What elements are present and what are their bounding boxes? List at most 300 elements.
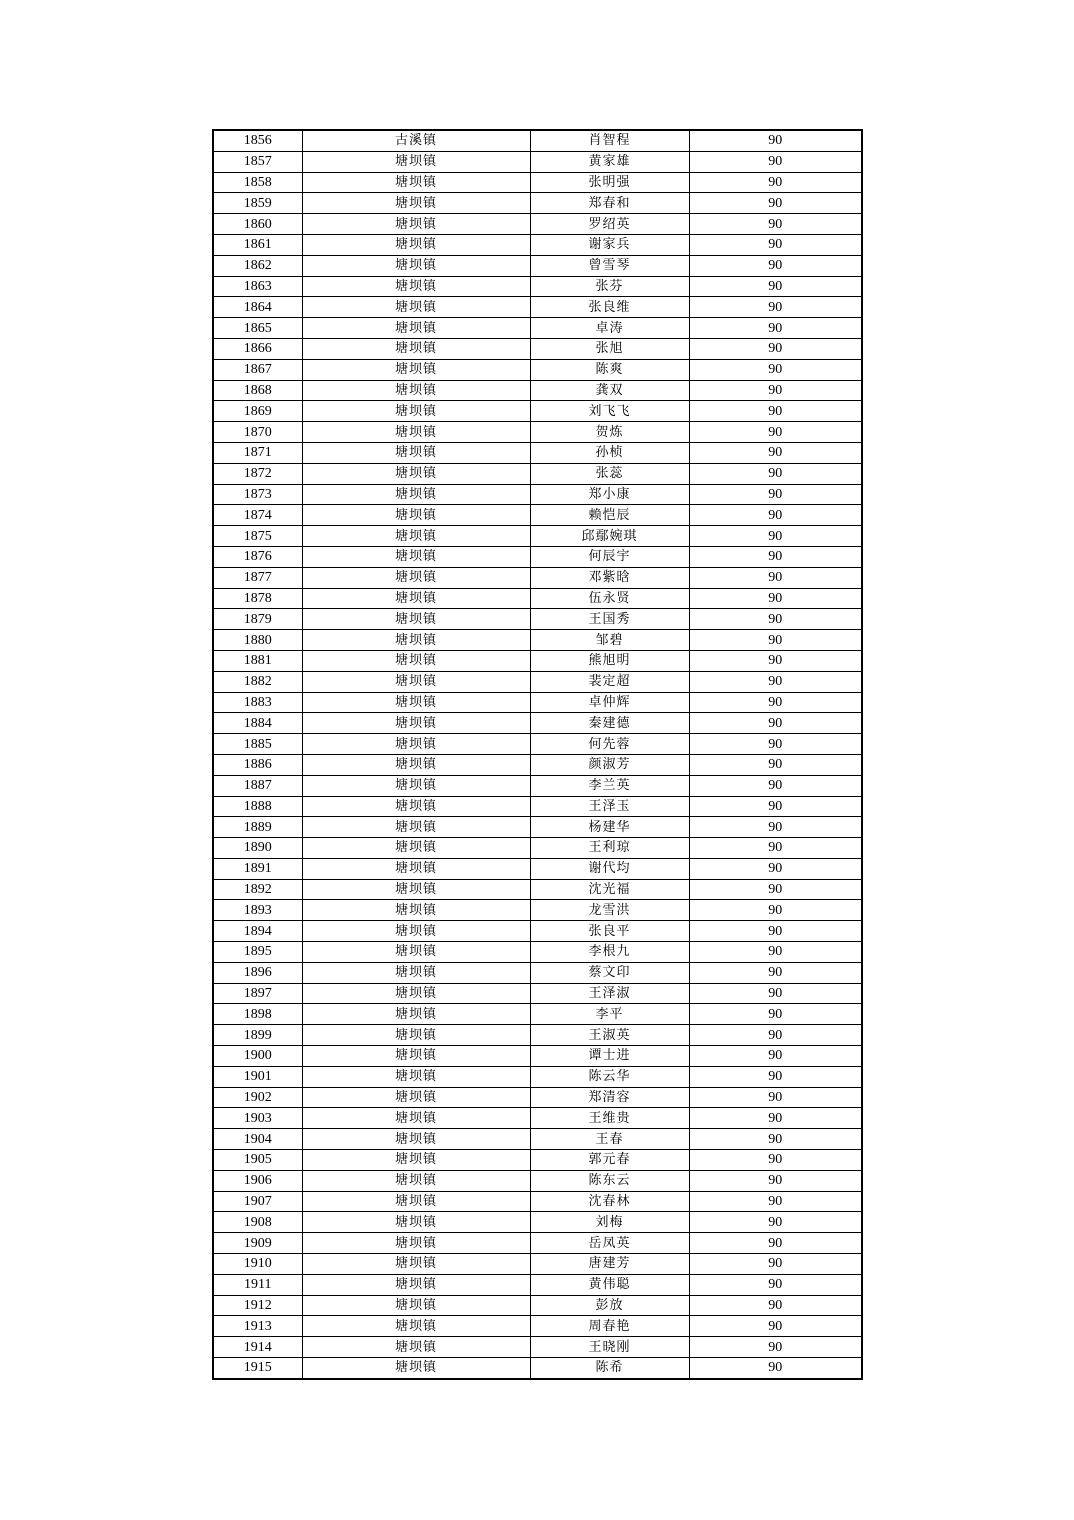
town-cell: 塘坝镇 <box>302 942 530 963</box>
person-name-cell: 陈爽 <box>530 359 689 380</box>
results-table <box>212 129 863 1380</box>
person-name-cell: 伍永贤 <box>530 588 689 609</box>
score-cell: 90 <box>689 567 862 588</box>
person-name-cell: 蔡文印 <box>530 962 689 983</box>
row-number: 1885 <box>213 734 302 755</box>
table-row <box>213 1233 862 1254</box>
score-cell: 90 <box>689 1150 862 1171</box>
person-name-cell: 王泽玉 <box>530 796 689 817</box>
score-cell: 90 <box>689 775 862 796</box>
score-cell: 90 <box>689 1004 862 1025</box>
person-name-cell: 黄伟聪 <box>530 1274 689 1295</box>
score-cell: 90 <box>689 1358 862 1379</box>
town-cell: 塘坝镇 <box>302 505 530 526</box>
town-cell: 塘坝镇 <box>302 962 530 983</box>
town-cell: 塘坝镇 <box>302 1108 530 1129</box>
score-cell: 90 <box>689 942 862 963</box>
person-name-cell: 刘梅 <box>530 1212 689 1233</box>
row-number: 1882 <box>213 671 302 692</box>
person-name-cell: 李兰英 <box>530 775 689 796</box>
person-name-cell: 何辰宇 <box>530 546 689 567</box>
row-number: 1899 <box>213 1025 302 1046</box>
score-cell: 90 <box>689 1274 862 1295</box>
row-number: 1908 <box>213 1212 302 1233</box>
score-cell: 90 <box>689 1295 862 1316</box>
person-name-cell: 王淑英 <box>530 1025 689 1046</box>
table-row <box>213 172 862 193</box>
town-cell: 塘坝镇 <box>302 1274 530 1295</box>
score-cell: 90 <box>689 817 862 838</box>
table-row <box>213 1274 862 1295</box>
score-cell: 90 <box>689 1254 862 1275</box>
table-row <box>213 526 862 547</box>
table-row <box>213 1066 862 1087</box>
table-row <box>213 1254 862 1275</box>
person-name-cell: 刘飞飞 <box>530 401 689 422</box>
table-row <box>213 1191 862 1212</box>
town-cell: 塘坝镇 <box>302 1337 530 1358</box>
person-name-cell: 陈东云 <box>530 1170 689 1191</box>
table-row <box>213 505 862 526</box>
town-cell: 塘坝镇 <box>302 463 530 484</box>
table-row <box>213 775 862 796</box>
score-cell: 90 <box>689 1337 862 1358</box>
person-name-cell: 颜淑芳 <box>530 754 689 775</box>
row-number: 1904 <box>213 1129 302 1150</box>
town-cell: 塘坝镇 <box>302 879 530 900</box>
table-row <box>213 297 862 318</box>
person-name-cell: 邱鄢婉琪 <box>530 526 689 547</box>
person-name-cell: 谭士进 <box>530 1046 689 1067</box>
score-cell: 90 <box>689 214 862 235</box>
table-row <box>213 214 862 235</box>
row-number: 1880 <box>213 630 302 651</box>
town-cell: 塘坝镇 <box>302 1066 530 1087</box>
row-number: 1861 <box>213 234 302 255</box>
row-number: 1869 <box>213 401 302 422</box>
person-name-cell: 陈希 <box>530 1358 689 1379</box>
score-cell: 90 <box>689 713 862 734</box>
row-number: 1915 <box>213 1358 302 1379</box>
person-name-cell: 龚双 <box>530 380 689 401</box>
table-row <box>213 401 862 422</box>
person-name-cell: 罗绍英 <box>530 214 689 235</box>
town-cell: 塘坝镇 <box>302 526 530 547</box>
person-name-cell: 龙雪洪 <box>530 900 689 921</box>
row-number: 1898 <box>213 1004 302 1025</box>
town-cell: 塘坝镇 <box>302 609 530 630</box>
score-cell: 90 <box>689 1066 862 1087</box>
person-name-cell: 曾雪琴 <box>530 255 689 276</box>
town-cell: 塘坝镇 <box>302 796 530 817</box>
town-cell: 塘坝镇 <box>302 1129 530 1150</box>
table-row <box>213 193 862 214</box>
row-number: 1856 <box>213 130 302 151</box>
table-row <box>213 546 862 567</box>
person-name-cell: 王泽淑 <box>530 983 689 1004</box>
person-name-cell: 贺炼 <box>530 422 689 443</box>
score-cell: 90 <box>689 754 862 775</box>
town-cell: 塘坝镇 <box>302 380 530 401</box>
town-cell: 塘坝镇 <box>302 1191 530 1212</box>
score-cell: 90 <box>689 130 862 151</box>
person-name-cell: 陈云华 <box>530 1066 689 1087</box>
score-cell: 90 <box>689 297 862 318</box>
town-cell: 塘坝镇 <box>302 1295 530 1316</box>
score-cell: 90 <box>689 505 862 526</box>
town-cell: 塘坝镇 <box>302 338 530 359</box>
row-number: 1876 <box>213 546 302 567</box>
row-number: 1913 <box>213 1316 302 1337</box>
table-row <box>213 692 862 713</box>
town-cell: 塘坝镇 <box>302 713 530 734</box>
town-cell: 塘坝镇 <box>302 484 530 505</box>
town-cell: 塘坝镇 <box>302 422 530 443</box>
table-body <box>213 130 862 1379</box>
table-row <box>213 1316 862 1337</box>
row-number: 1887 <box>213 775 302 796</box>
row-number: 1897 <box>213 983 302 1004</box>
town-cell: 塘坝镇 <box>302 1046 530 1067</box>
table-row <box>213 567 862 588</box>
table-row <box>213 1150 862 1171</box>
person-name-cell: 王利琼 <box>530 838 689 859</box>
score-cell: 90 <box>689 422 862 443</box>
table-row <box>213 359 862 380</box>
table-row <box>213 318 862 339</box>
table-row <box>213 1046 862 1067</box>
town-cell: 塘坝镇 <box>302 734 530 755</box>
table-row <box>213 983 862 1004</box>
score-cell: 90 <box>689 193 862 214</box>
town-cell: 古溪镇 <box>302 130 530 151</box>
row-number: 1905 <box>213 1150 302 1171</box>
score-cell: 90 <box>689 484 862 505</box>
person-name-cell: 岳凤英 <box>530 1233 689 1254</box>
row-number: 1890 <box>213 838 302 859</box>
row-number: 1870 <box>213 422 302 443</box>
row-number: 1860 <box>213 214 302 235</box>
score-cell: 90 <box>689 442 862 463</box>
town-cell: 塘坝镇 <box>302 588 530 609</box>
person-name-cell: 张明强 <box>530 172 689 193</box>
row-number: 1877 <box>213 567 302 588</box>
person-name-cell: 秦建德 <box>530 713 689 734</box>
score-cell: 90 <box>689 692 862 713</box>
person-name-cell: 周春艳 <box>530 1316 689 1337</box>
table-row <box>213 921 862 942</box>
score-cell: 90 <box>689 1316 862 1337</box>
table-row <box>213 380 862 401</box>
score-cell: 90 <box>689 962 862 983</box>
town-cell: 塘坝镇 <box>302 1004 530 1025</box>
row-number: 1894 <box>213 921 302 942</box>
table-row <box>213 942 862 963</box>
score-cell: 90 <box>689 1212 862 1233</box>
person-name-cell: 杨建华 <box>530 817 689 838</box>
row-number: 1859 <box>213 193 302 214</box>
table-row <box>213 276 862 297</box>
person-name-cell: 张良维 <box>530 297 689 318</box>
row-number: 1901 <box>213 1066 302 1087</box>
town-cell: 塘坝镇 <box>302 214 530 235</box>
table-row <box>213 879 862 900</box>
person-name-cell: 郭元春 <box>530 1150 689 1171</box>
score-cell: 90 <box>689 796 862 817</box>
table-row <box>213 1004 862 1025</box>
row-number: 1871 <box>213 442 302 463</box>
row-number: 1896 <box>213 962 302 983</box>
table-row <box>213 234 862 255</box>
row-number: 1873 <box>213 484 302 505</box>
town-cell: 塘坝镇 <box>302 1025 530 1046</box>
table-row <box>213 858 862 879</box>
row-number: 1866 <box>213 338 302 359</box>
town-cell: 塘坝镇 <box>302 1170 530 1191</box>
score-cell: 90 <box>689 879 862 900</box>
score-cell: 90 <box>689 172 862 193</box>
person-name-cell: 郑春和 <box>530 193 689 214</box>
score-cell: 90 <box>689 983 862 1004</box>
table-row <box>213 609 862 630</box>
score-cell: 90 <box>689 1108 862 1129</box>
person-name-cell: 邹碧 <box>530 630 689 651</box>
row-number: 1868 <box>213 380 302 401</box>
person-name-cell: 张蕊 <box>530 463 689 484</box>
town-cell: 塘坝镇 <box>302 276 530 297</box>
town-cell: 塘坝镇 <box>302 151 530 172</box>
row-number: 1879 <box>213 609 302 630</box>
table-row <box>213 1358 862 1379</box>
score-cell: 90 <box>689 401 862 422</box>
town-cell: 塘坝镇 <box>302 1212 530 1233</box>
person-name-cell: 肖智程 <box>530 130 689 151</box>
town-cell: 塘坝镇 <box>302 1087 530 1108</box>
table-row <box>213 713 862 734</box>
table-row <box>213 1108 862 1129</box>
score-cell: 90 <box>689 1233 862 1254</box>
person-name-cell: 孙桢 <box>530 442 689 463</box>
person-name-cell: 邓紫晗 <box>530 567 689 588</box>
table-row <box>213 900 862 921</box>
score-cell: 90 <box>689 1191 862 1212</box>
person-name-cell: 张旭 <box>530 338 689 359</box>
score-cell: 90 <box>689 921 862 942</box>
town-cell: 塘坝镇 <box>302 630 530 651</box>
score-cell: 90 <box>689 650 862 671</box>
row-number: 1888 <box>213 796 302 817</box>
town-cell: 塘坝镇 <box>302 442 530 463</box>
person-name-cell: 唐建芳 <box>530 1254 689 1275</box>
person-name-cell: 卓仲辉 <box>530 692 689 713</box>
row-number: 1862 <box>213 255 302 276</box>
person-name-cell: 王国秀 <box>530 609 689 630</box>
town-cell: 塘坝镇 <box>302 671 530 692</box>
table-row <box>213 1212 862 1233</box>
row-number: 1892 <box>213 879 302 900</box>
row-number: 1884 <box>213 713 302 734</box>
town-cell: 塘坝镇 <box>302 858 530 879</box>
score-cell: 90 <box>689 338 862 359</box>
town-cell: 塘坝镇 <box>302 817 530 838</box>
town-cell: 塘坝镇 <box>302 1150 530 1171</box>
person-name-cell: 彭放 <box>530 1295 689 1316</box>
row-number: 1906 <box>213 1170 302 1191</box>
table-row <box>213 588 862 609</box>
table-row <box>213 1337 862 1358</box>
person-name-cell: 王晓刚 <box>530 1337 689 1358</box>
score-cell: 90 <box>689 463 862 484</box>
score-cell: 90 <box>689 151 862 172</box>
town-cell: 塘坝镇 <box>302 255 530 276</box>
table-row <box>213 754 862 775</box>
town-cell: 塘坝镇 <box>302 983 530 1004</box>
row-number: 1914 <box>213 1337 302 1358</box>
table-row <box>213 130 862 151</box>
row-number: 1886 <box>213 754 302 775</box>
town-cell: 塘坝镇 <box>302 1316 530 1337</box>
person-name-cell: 李平 <box>530 1004 689 1025</box>
table-row <box>213 838 862 859</box>
person-name-cell: 郑小康 <box>530 484 689 505</box>
town-cell: 塘坝镇 <box>302 838 530 859</box>
score-cell: 90 <box>689 1129 862 1150</box>
town-cell: 塘坝镇 <box>302 1254 530 1275</box>
person-name-cell: 沈春林 <box>530 1191 689 1212</box>
row-number: 1872 <box>213 463 302 484</box>
score-cell: 90 <box>689 526 862 547</box>
person-name-cell: 沈光福 <box>530 879 689 900</box>
table-row <box>213 1129 862 1150</box>
score-cell: 90 <box>689 546 862 567</box>
person-name-cell: 熊旭明 <box>530 650 689 671</box>
score-cell: 90 <box>689 671 862 692</box>
table-row <box>213 671 862 692</box>
row-number: 1864 <box>213 297 302 318</box>
row-number: 1910 <box>213 1254 302 1275</box>
town-cell: 塘坝镇 <box>302 401 530 422</box>
person-name-cell: 郑清容 <box>530 1087 689 1108</box>
score-cell: 90 <box>689 1170 862 1191</box>
row-number: 1867 <box>213 359 302 380</box>
score-cell: 90 <box>689 255 862 276</box>
row-number: 1903 <box>213 1108 302 1129</box>
person-name-cell: 张芬 <box>530 276 689 297</box>
table-row <box>213 630 862 651</box>
table-row <box>213 442 862 463</box>
table-row <box>213 1087 862 1108</box>
town-cell: 塘坝镇 <box>302 1358 530 1379</box>
row-number: 1900 <box>213 1046 302 1067</box>
row-number: 1857 <box>213 151 302 172</box>
score-cell: 90 <box>689 318 862 339</box>
row-number: 1889 <box>213 817 302 838</box>
table-row <box>213 151 862 172</box>
table-row <box>213 255 862 276</box>
table-row <box>213 463 862 484</box>
town-cell: 塘坝镇 <box>302 754 530 775</box>
town-cell: 塘坝镇 <box>302 234 530 255</box>
score-cell: 90 <box>689 1087 862 1108</box>
score-cell: 90 <box>689 734 862 755</box>
person-name-cell: 何先蓉 <box>530 734 689 755</box>
score-cell: 90 <box>689 900 862 921</box>
table-row <box>213 817 862 838</box>
score-cell: 90 <box>689 380 862 401</box>
row-number: 1902 <box>213 1087 302 1108</box>
person-name-cell: 谢代均 <box>530 858 689 879</box>
row-number: 1858 <box>213 172 302 193</box>
table-row <box>213 650 862 671</box>
table-row <box>213 796 862 817</box>
table-row <box>213 1295 862 1316</box>
person-name-cell: 李根九 <box>530 942 689 963</box>
town-cell: 塘坝镇 <box>302 900 530 921</box>
row-number: 1875 <box>213 526 302 547</box>
table-row <box>213 338 862 359</box>
person-name-cell: 谢家兵 <box>530 234 689 255</box>
town-cell: 塘坝镇 <box>302 318 530 339</box>
score-cell: 90 <box>689 588 862 609</box>
town-cell: 塘坝镇 <box>302 297 530 318</box>
row-number: 1863 <box>213 276 302 297</box>
row-number: 1909 <box>213 1233 302 1254</box>
row-number: 1878 <box>213 588 302 609</box>
person-name-cell: 王维贵 <box>530 1108 689 1129</box>
table-row <box>213 734 862 755</box>
town-cell: 塘坝镇 <box>302 921 530 942</box>
person-name-cell: 卓涛 <box>530 318 689 339</box>
town-cell: 塘坝镇 <box>302 692 530 713</box>
row-number: 1865 <box>213 318 302 339</box>
table-row <box>213 484 862 505</box>
row-number: 1891 <box>213 858 302 879</box>
town-cell: 塘坝镇 <box>302 193 530 214</box>
town-cell: 塘坝镇 <box>302 775 530 796</box>
score-cell: 90 <box>689 276 862 297</box>
row-number: 1895 <box>213 942 302 963</box>
town-cell: 塘坝镇 <box>302 1233 530 1254</box>
town-cell: 塘坝镇 <box>302 567 530 588</box>
score-cell: 90 <box>689 609 862 630</box>
town-cell: 塘坝镇 <box>302 650 530 671</box>
score-cell: 90 <box>689 630 862 651</box>
table-row <box>213 962 862 983</box>
person-name-cell: 裴定超 <box>530 671 689 692</box>
row-number: 1907 <box>213 1191 302 1212</box>
row-number: 1893 <box>213 900 302 921</box>
town-cell: 塘坝镇 <box>302 359 530 380</box>
row-number: 1881 <box>213 650 302 671</box>
score-cell: 90 <box>689 359 862 380</box>
score-cell: 90 <box>689 858 862 879</box>
table-row <box>213 1025 862 1046</box>
row-number: 1911 <box>213 1274 302 1295</box>
person-name-cell: 张良平 <box>530 921 689 942</box>
town-cell: 塘坝镇 <box>302 546 530 567</box>
row-number: 1912 <box>213 1295 302 1316</box>
row-number: 1883 <box>213 692 302 713</box>
score-cell: 90 <box>689 1046 862 1067</box>
table-row <box>213 1170 862 1191</box>
person-name-cell: 王春 <box>530 1129 689 1150</box>
score-cell: 90 <box>689 838 862 859</box>
person-name-cell: 黄家雄 <box>530 151 689 172</box>
row-number: 1874 <box>213 505 302 526</box>
table-row <box>213 422 862 443</box>
town-cell: 塘坝镇 <box>302 172 530 193</box>
score-cell: 90 <box>689 1025 862 1046</box>
